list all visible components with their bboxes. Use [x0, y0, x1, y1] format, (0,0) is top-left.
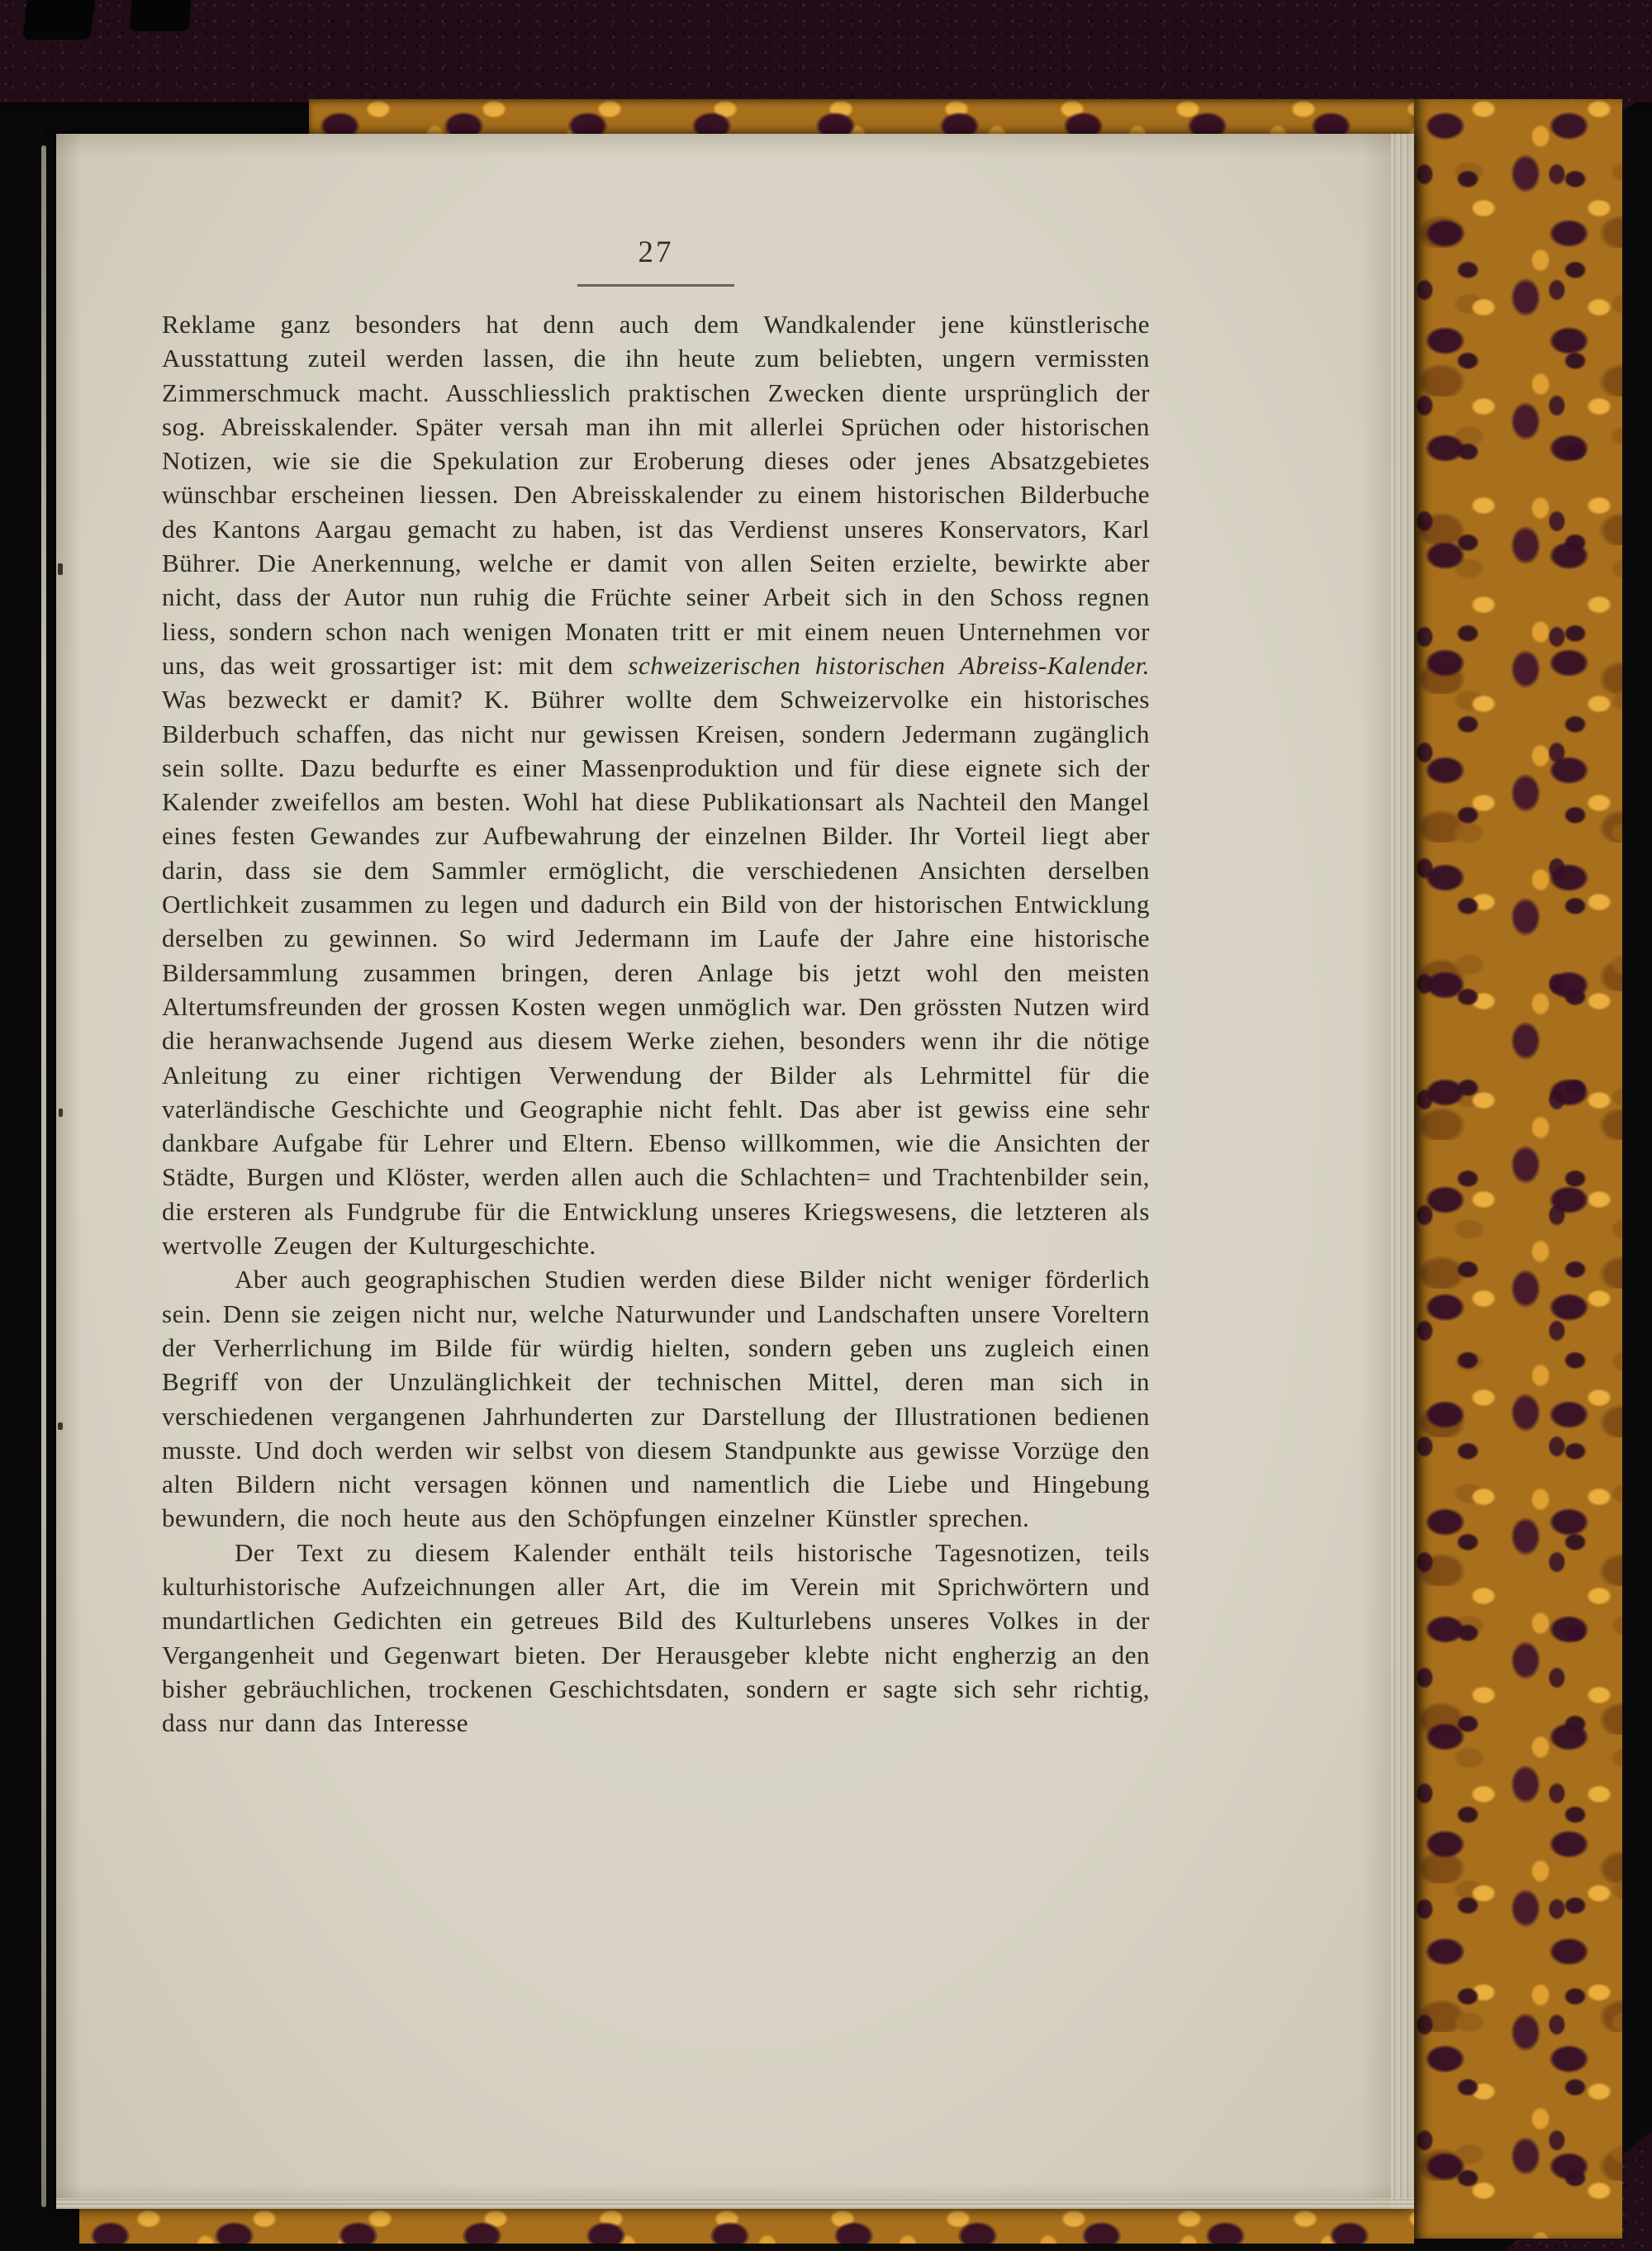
scan-speck	[58, 563, 63, 575]
book-page	[56, 134, 1414, 2209]
paragraph-text: Aber auch geographischen Studien werden diese Bilder nicht weniger förderlich sein. Denn sie zeigen nicht nur, welche Naturwunder und Landschaften unsere Voreltern der Verherrlichung im Bilde für würdig hielten, sondern geben uns zugleich einen Begriff von der Unzulänglichkeit der technischen Mittel, deren man sich in verschiedenen vergangenen Jahrhunderten zur Darstellung der Illustrationen bedienen musste. Und doch werden wir selbst von diesem Standpunkte aus gewisse Vorzüge den alten Bildern nicht versagen können und namentlich die Liebe und Hingebung bewundern, die noch heute aus den Schöpfungen einzelner Künstler sprechen.	[162, 1265, 1150, 1533]
book-cover-top-edge	[0, 0, 1652, 102]
marbled-paper-right	[1414, 99, 1622, 2239]
paragraph-text-italic: schweizerischen historischen Abreiss-Kalender.	[628, 650, 1150, 680]
paragraph-text: Der Text zu diesem Kalender enthält teils historische Tagesnotizen, teils kulturhistorische Aufzeichnungen aller Art, die im Verein mit Sprichwörtern und mundartlichen Gedichten ein getreues Bild des Kulturlebens unseres Volkes in der Vergangenheit und Gegenwart bieten. Der Herausgeber klebte nicht engherzig an den bisher gebräuchlichen, trockenen Geschichtsdaten, sondern er sagte sich sehr richtig, dass nur dann das Interesse	[162, 1537, 1150, 1738]
page-stack-edge-right	[1391, 134, 1414, 2209]
spine-notch	[130, 0, 192, 31]
marbled-paper-top-strip	[309, 99, 1414, 138]
marbled-paper-bottom-strip	[79, 2209, 1414, 2244]
paragraph	[162, 1536, 1150, 1740]
page-number: 27	[638, 235, 674, 269]
scan-speck	[59, 1109, 63, 1117]
paragraph	[162, 307, 1150, 1262]
spine-notch	[22, 0, 95, 40]
page-stack-edge-bottom	[56, 2198, 1414, 2209]
page-number-rule	[577, 284, 734, 287]
page-stack-edge-left	[41, 145, 46, 2207]
paragraph-text: Was bezweckt er damit? K. Bührer wollte dem Schweizervolke ein historisches Bilderbuch schaffen, das nicht nur gewissen Kreisen, sondern Jedermann zugänglich sein sollte. Dazu bedurfte es einer Massenproduktion und für diese eignete sich der Kalender zweifellos am besten. Wohl hat diese Publikationsart als Nachteil den Mangel eines festen Gewandes zur Aufbewahrung der einzelnen Bilder. Ihr Vorteil liegt aber darin, dass sie dem Sammler ermöglicht, die verschiedenen Ansichten derselben Oertlichkeit zusammen zu legen und dadurch ein Bild von der historischen Entwicklung derselben zu gewinnen. So wird Jedermann im Laufe der Jahre eine historische Bildersammlung zusammen bringen, deren Anlage bis jetzt wohl den meisten Altertumsfreunden der grossen Kosten wegen unmöglich war. Den grössten Nutzen wird die heranwachsende Jugend aus diesem Werke ziehen, besonders wenn ihr die nötige Anleitung zu einer richtigen Verwendung der Bilder als Lehrmittel für die vaterländische Geschichte und Geographie nicht fehlt. Das aber ist gewiss eine sehr dankbare Aufgabe für Lehrer und Eltern. Ebenso willkommen, wie die Ansichten der Städte, Burgen und Klöster, werden allen auch die Schlachten= und Trachtenbilder sein, die ersteren als Fundgrube für die Entwicklung unseres Kriegswesens, die letzteren als wertvolle Zeugen der Kulturgeschichte.	[162, 685, 1150, 1261]
paragraph	[162, 1262, 1150, 1535]
page-text	[162, 307, 1150, 1740]
scan-speck	[58, 1422, 63, 1430]
paragraph-text: Reklame ganz besonders hat denn auch dem Wandkalender jene künstlerische Ausstattung zuteil werden lassen, die ihn heute zum beliebten, ungern vermissten Zimmerschmuck macht. Ausschliesslich praktischen Zwecken diente ursprünglich der sog. Abreisskalender. Später versah man ihn mit allerlei Sprüchen oder historischen Notizen, wie sie die Spekulation zur Eroberung dieses oder jenes Absatzgebietes wünschbar erscheinen liessen. Den Abreisskalender zu einem historischen Bilderbuche des Kantons Aargau gemacht zu haben, ist das Verdienst unseres Konservators, Karl Bührer. Die Anerkennung, welche er damit von allen Seiten erzielte, bewirkte aber nicht, dass der Autor nun ruhig die Früchte seiner Arbeit sich in den Schoss regnen liess, sondern schon nach wenigen Monaten tritt er mit einem neuen Unternehmen vor uns, das weit grossartiger ist: mit dem	[162, 310, 1150, 680]
